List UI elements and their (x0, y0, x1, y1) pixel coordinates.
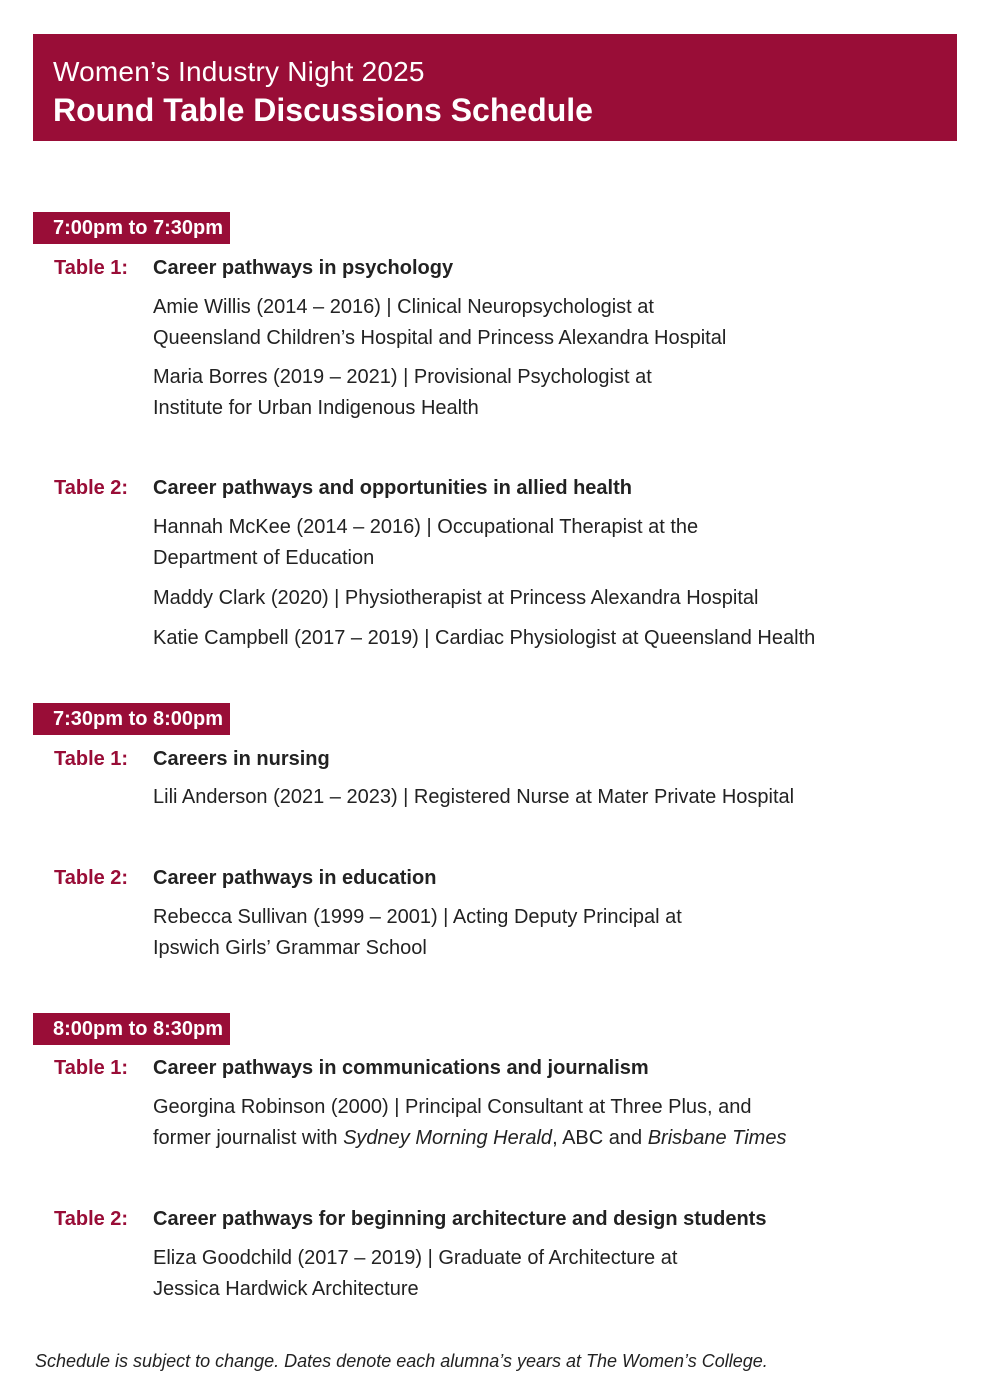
session-time: 7:00pm to 7:30pm (33, 212, 230, 244)
speaker-line: Ipswich Girls’ Grammar School (153, 937, 427, 959)
speaker-line: Maddy Clark (2020) | Physiotherapist at Princess Alexandra Hospital (153, 587, 759, 609)
session-time: 8:00pm to 8:30pm (33, 1013, 230, 1045)
table-topic: Careers in nursing (153, 748, 330, 770)
table-topic: Career pathways in communications and journalism (153, 1057, 649, 1079)
speaker-text: former journalist with (153, 1127, 344, 1149)
table-label: Table 2: (54, 867, 129, 889)
table-topic: Career pathways for beginning architecture and design students (153, 1208, 767, 1230)
speaker-entry (153, 902, 682, 964)
speaker-line: Maria Borres (2019 – 2021) | Provisional Psychologist at (153, 366, 652, 388)
speaker-entry (153, 1092, 786, 1154)
table-label: Table 2: (54, 477, 129, 499)
table-label: Table 1: (54, 257, 129, 279)
speaker-entry (153, 362, 652, 424)
publication-name: Brisbane Times (647, 1127, 787, 1149)
speaker-entry (153, 782, 794, 813)
table-topic: Career pathways in education (153, 867, 437, 889)
speaker-line: Jessica Hardwick Architecture (153, 1278, 419, 1300)
speaker-entry (153, 512, 698, 574)
header-banner (33, 34, 957, 141)
speaker-line (153, 1123, 786, 1154)
speaker-line: Institute for Urban Indigenous Health (153, 397, 479, 419)
speaker-line: Katie Campbell (2017 – 2019) | Cardiac Physiologist at Queensland Health (153, 627, 816, 649)
speaker-line: Georgina Robinson (2000) | Principal Consultant at Three Plus, and (153, 1096, 752, 1118)
speaker-line: Department of Education (153, 547, 375, 569)
speaker-line: Queensland Children’s Hospital and Princess Alexandra Hospital (153, 327, 727, 349)
speaker-line: Rebecca Sullivan (1999 – 2001) | Acting Deputy Principal at (153, 906, 682, 928)
page-title: Round Table Discussions Schedule (53, 92, 593, 128)
speaker-entry (153, 623, 815, 654)
speaker-line: Eliza Goodchild (2017 – 2019) | Graduate of Architecture at (153, 1247, 678, 1269)
speaker-entry (153, 1243, 677, 1305)
footnote: Schedule is subject to change. Dates denote each alumna’s years at The Women’s College. (35, 1351, 768, 1371)
table-label: Table 1: (54, 1057, 129, 1079)
table-label: Table 2: (54, 1208, 129, 1230)
speaker-text: , ABC and (552, 1127, 648, 1149)
publication-name: Sydney Morning Herald (343, 1127, 553, 1149)
speaker-entry (153, 292, 726, 354)
table-label: Table 1: (54, 748, 129, 770)
table-topic: Career pathways and opportunities in allied health (153, 477, 632, 499)
speaker-line: Lili Anderson (2021 – 2023) | Registered Nurse at Mater Private Hospital (153, 786, 795, 808)
event-name: Women’s Industry Night 2025 (53, 56, 425, 87)
speaker-line: Hannah McKee (2014 – 2016) | Occupational Therapist at the (153, 516, 699, 538)
speaker-entry (153, 583, 758, 614)
session-time: 7:30pm to 8:00pm (33, 703, 230, 735)
table-topic: Career pathways in psychology (153, 257, 454, 279)
speaker-line: Amie Willis (2014 – 2016) | Clinical Neuropsychologist at (153, 296, 654, 318)
